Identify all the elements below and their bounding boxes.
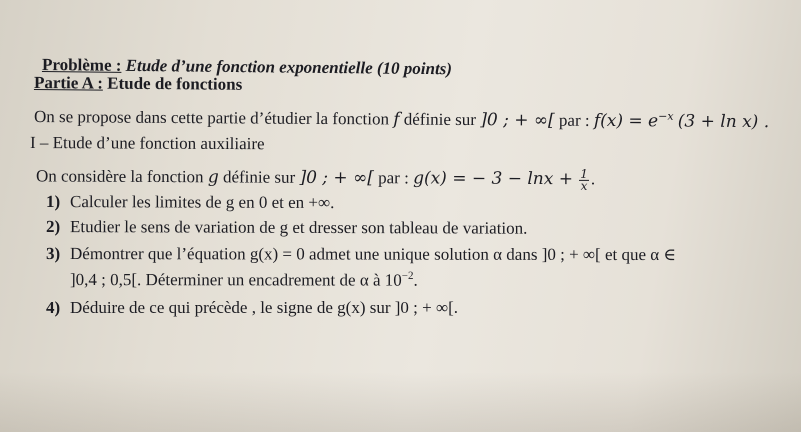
part-a-title: Etude de fonctions xyxy=(107,73,243,94)
question-text: Etudier le sens de variation de g et dresser son tableau de variation. xyxy=(69,217,528,238)
intro-domain-text: définie sur xyxy=(403,109,477,130)
problem-heading: Etude d’une fonction exponentielle (10 points) xyxy=(125,55,453,79)
g-def-domain: ]0 ; + ∞[ xyxy=(299,167,374,189)
question-number: 3) xyxy=(45,244,61,264)
intro-domain: ]0 ; + ∞[ xyxy=(480,110,555,131)
g-def-domain-text: définie sur xyxy=(222,167,296,187)
intro-text: On se propose dans cette partie d’étudier la fonction xyxy=(33,107,390,129)
question-number: 1) xyxy=(45,192,61,212)
g-def-par: par : xyxy=(378,168,409,188)
question-3-end: . xyxy=(413,270,418,290)
question-number: 2) xyxy=(45,217,61,237)
question-1 xyxy=(46,192,334,213)
part-a-heading xyxy=(34,73,242,95)
question-text: Démontrer que l’équation g(x) = 0 admet une unique solution α dans ]0 ; + ∞[ et que α ∈ xyxy=(69,244,677,265)
g-formula-end: . xyxy=(590,169,596,189)
part-a-label: Partie A : xyxy=(33,73,104,93)
problem-label: Problème : xyxy=(41,55,122,75)
f-formula-lhs: f(x) = e xyxy=(593,110,659,132)
f-formula-rhs: (3 + ln x) . xyxy=(677,111,770,133)
function-g-name: g xyxy=(207,167,219,188)
question-number: 4) xyxy=(46,298,61,317)
g-def-text: On considère la fonction xyxy=(35,166,204,187)
section-1-label: I – Etude d’une fonction auxiliaire xyxy=(29,133,265,154)
page-shadow xyxy=(0,372,801,432)
precision-exponent: −2 xyxy=(401,269,414,282)
question-text: Calculer les limites de g en 0 et en +∞. xyxy=(69,192,335,213)
question-3 xyxy=(46,244,676,265)
question-text: ]0,4 ; 0,5[. Déterminer un encadrement de α à 10 xyxy=(69,270,402,290)
intro-line xyxy=(34,107,769,132)
question-4 xyxy=(46,298,458,318)
function-f-name: f xyxy=(393,109,400,130)
section-1-heading xyxy=(30,133,265,154)
f-formula-exponent: −x xyxy=(658,109,674,123)
question-2 xyxy=(46,217,528,239)
question-3-continued xyxy=(70,270,418,291)
fraction-denominator: x xyxy=(580,178,588,193)
g-definition-line xyxy=(36,166,595,192)
question-text: Déduire de ce qui précède , le signe de g(x) sur ]0 ; + ∞[. xyxy=(70,298,459,317)
intro-par: par : xyxy=(558,110,590,130)
g-formula-fraction xyxy=(579,166,589,193)
g-formula: g(x) = − 3 − lnx + xyxy=(413,168,574,190)
fraction-numerator: 1 xyxy=(580,166,588,181)
